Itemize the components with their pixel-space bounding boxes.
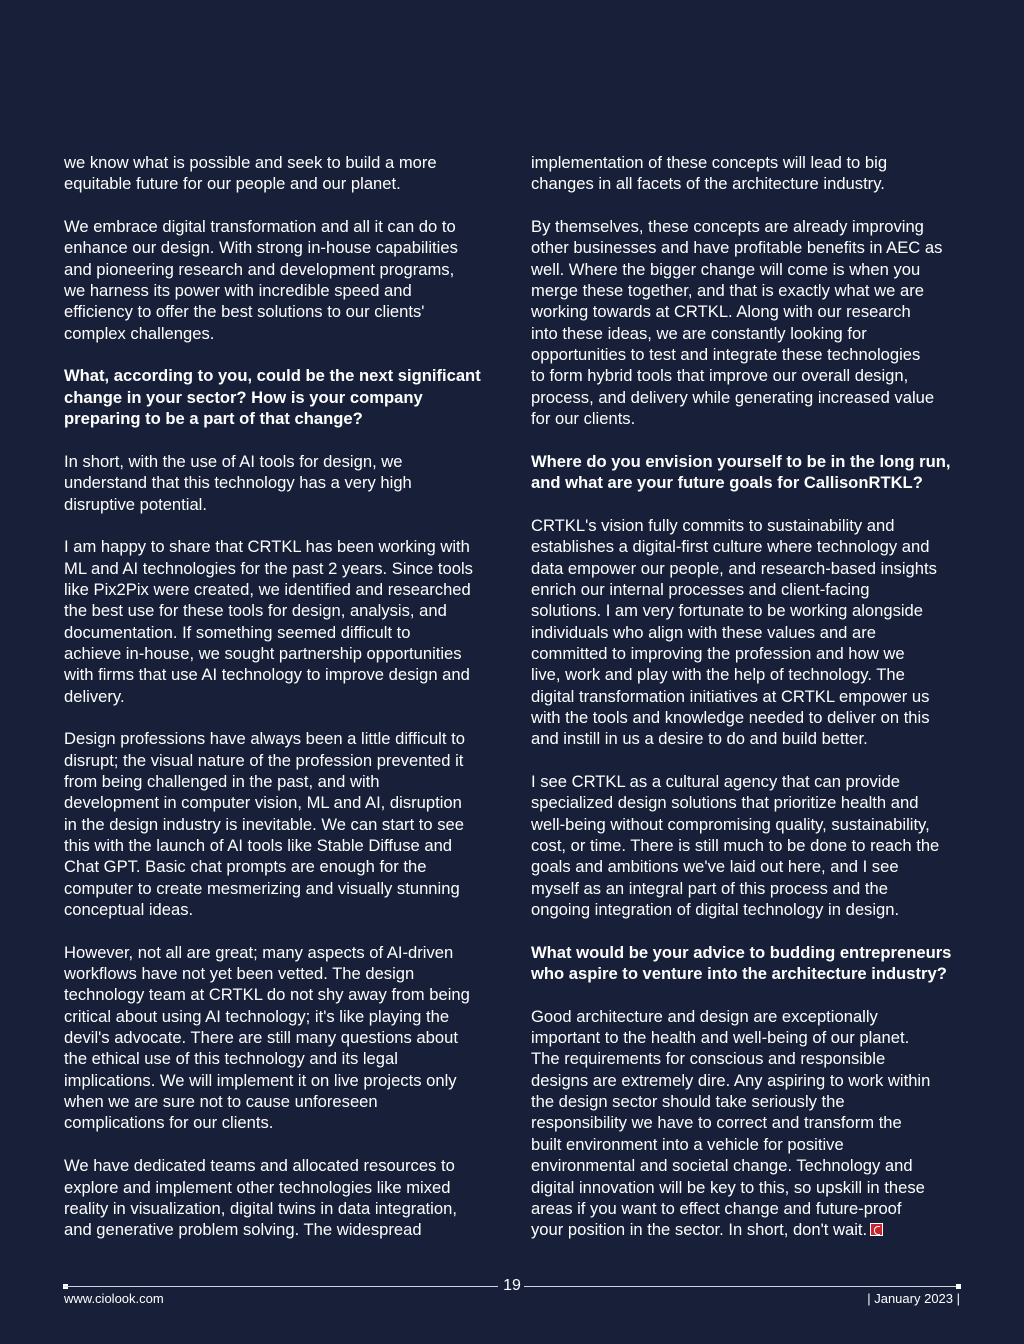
closing-paragraph-text: Good architecture and design are exceptionally important to the health and well-being of our planet. The requirements for conscious and responsible designs are extremely dire. Any aspiring to work within the design sector should take seriously the responsibility we have to correct and transform the built environment into a vehicle for positive environmental and societal change. Technology and digital innovation will be key to this, so upskill in these areas if you want to effect change and future-proof your position in the sector. In short, don't wait. [531,1006,931,1240]
footer-divider-right [524,1286,960,1287]
paragraph: implementation of these concepts will lead to big changes in all facets of the architecture industry. [531,153,888,194]
paragraph: we know what is possible and seek to build a more equitable future for our people and our planet. [64,153,437,194]
interview-question: Where do you envision yourself to be in the long run, and what are your future goals for CallisonRTKL? [531,451,951,493]
paragraph: CRTKL's vision fully commits to sustainability and establishes a digital-first culture where technology and data empower our people, and research-based insights enrich our internal processes and client-facing solutions. I am very fortunate to be working alongside individuals who align with these values and are committed to improving the profession and how we live, work and play with the help of technology. The digital transformation initiatives at CRTKL empower us with the tools and knowledge needed to deliver on this and instill in us a desire to do and build better. [531,515,937,749]
footer-divider-left [64,1286,498,1287]
left-column [64,152,500,1262]
ciolook-end-mark-icon [870,1223,883,1236]
page-number: 19 [503,1277,521,1294]
paragraph: We have dedicated teams and allocated resources to explore and implement other technologies like mixed reality in visualization, digital twins in data integration, and generative problem solving. The widespread [64,1156,457,1240]
paragraph: In short, with the use of AI tools for design, we understand that this technology has a very high disruptive potential. [64,451,412,514]
footer-dot-right [956,1284,961,1289]
right-column [531,152,967,1262]
paragraph: We embrace digital transformation and all it can do to enhance our design. With strong in-house capabilities and pioneering research and development programs, we harness its power with incredible speed and efficiency to offer the best solutions to our clients' complex challenges. [64,217,458,343]
paragraph: By themselves, these concepts are already improving other businesses and have profitable benefits in AEC as well. Where the bigger change will come is when you merge these together, and that is exactly what we are working towards at CRTKL. Along with our research into these ideas, we are constantly looking for opportunities to test and integrate these technologies to form hybrid tools that improve our overall design, process, and delivery while generating increased value for our clients. [531,217,943,429]
interview-question: What, according to you, could be the next significant change in your sector? How is your company preparing to be a part of that change? [64,366,481,429]
paragraph: Design professions have always been a little difficult to disrupt; the visual nature of the profession prevented it from being challenged in the past, and with development in computer vision, ML and AI, disruption in the design industry is inevitable. We can start to see this with the launch of AI tools like Stable Diffuse and Chat GPT. Basic chat prompts are enough for the computer to create mesmerizing and visually stunning conceptual ideas. [64,729,465,920]
paragraph: I see CRTKL as a cultural agency that can provide specialized design solutions that prioritize health and well-being without compromising quality, sustainability, cost, or time. There is still much to be done to reach the goals and ambitions we've laid out here, and I see myself as an integral part of this process and the ongoing integration of digital technology in design. [531,771,940,920]
interview-question: What would be your advice to budding entrepreneurs who aspire to venture into the architecture industry? [531,942,952,984]
footer-issue-date: | January 2023 | [867,1291,960,1306]
footer-website-link[interactable]: www.ciolook.com [64,1291,164,1306]
closing-paragraph [531,1006,967,1241]
paragraph: I am happy to share that CRTKL has been working with ML and AI technologies for the past 2 years. Since tools like Pix2Pix were created, we identified and researched the best use for these tools for design, analysis, and documentation. If something seemed difficult to achieve in-house, we sought partnership opportunities with firms that use AI technology to improve design and delivery. [64,537,473,706]
paragraph: However, not all are great; many aspects of AI-driven workflows have not yet been vetted. The design technology team at CRTKL do not shy away from being critical about using AI technology; it's like playing the devil's advocate. There are still many questions about the ethical use of this technology and its legal implications. We will implement it on live projects only when we are sure not to cause unforeseen complications for our clients. [64,942,470,1133]
